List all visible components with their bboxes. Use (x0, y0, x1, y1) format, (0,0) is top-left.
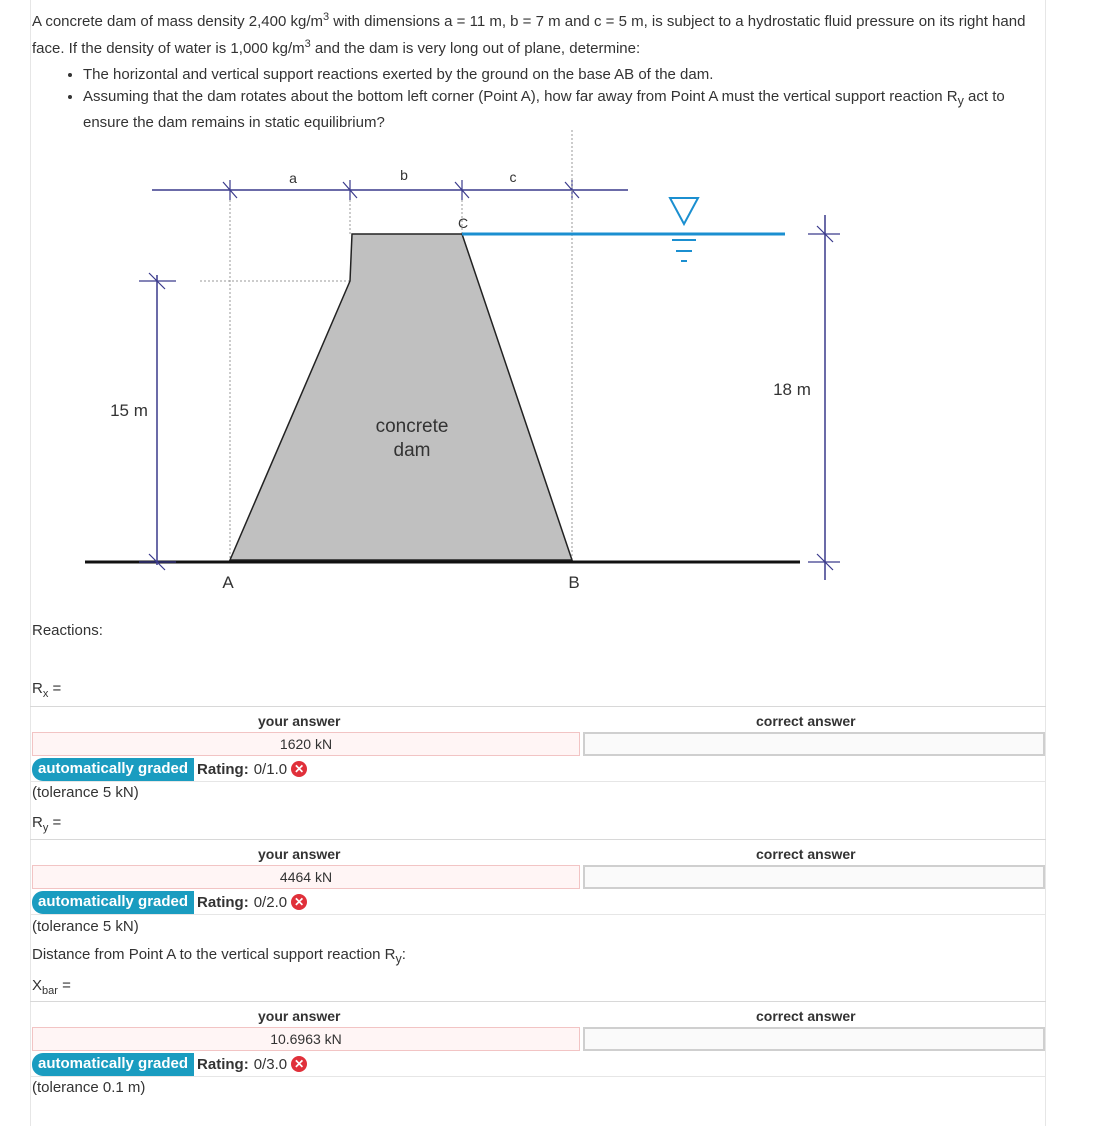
xbar-rating-label: Rating: (197, 1055, 249, 1073)
rx-tolerance: (tolerance 5 kN) (32, 784, 139, 801)
rx-your-answer[interactable]: 1620 kN (32, 732, 580, 756)
rx-label: $R_x$ = (32, 680, 62, 700)
problem-statement (32, 6, 1042, 134)
xbar-correct-answer-header: correct answer (756, 1008, 856, 1024)
ry-graded-badge: automatically graded (32, 891, 194, 914)
ry-correct-answer-header: correct answer (756, 846, 856, 862)
ry-answer-row (30, 839, 1046, 895)
rx-rating-value: 0/1.0 (253, 760, 288, 778)
rx-grade-row (32, 757, 307, 781)
dam-label-line1: concrete (375, 416, 449, 437)
rx-correct-answer-header: correct answer (756, 713, 856, 729)
xbar-your-answer[interactable]: 10.6963 kN (32, 1027, 580, 1051)
dam-figure (80, 120, 840, 605)
problem-text: A concrete dam of mass density 2,400 $kg/m^3$ with dimensions a = 11 m, b = 7 m and c = 5 m, is subject to a hydrostatic fluid pressure on its right hand face. If the density of water is 1,000 $kg/m^3$ and the dam is very long out of plane, determine: (32, 11, 1026, 57)
xbar-correct-answer (583, 1027, 1045, 1051)
dam-diagram (80, 120, 840, 600)
distance-label: Distance from Point A to the vertical support reaction $R_y$: (32, 946, 406, 966)
xbar-graded-badge: automatically graded (32, 1053, 194, 1076)
concrete-dam (230, 234, 572, 560)
ry-correct-answer (583, 865, 1045, 889)
label-18m: 18 m (773, 380, 811, 399)
incorrect-icon: ✕ (291, 894, 307, 910)
xbar-grade-row (32, 1052, 307, 1076)
label-point-c: C (457, 215, 469, 231)
incorrect-icon: ✕ (291, 761, 307, 777)
xbar-rating-value: 0/3.0 (253, 1055, 288, 1073)
reactions-label: Reactions: (32, 622, 103, 639)
rx-answer-row (30, 706, 1046, 762)
dim-18m-ticks (808, 226, 840, 570)
label-15m: 15 m (110, 401, 148, 420)
ry-label: $R_y$ = (32, 814, 62, 834)
water-level-icon (670, 198, 698, 224)
label-b: b (400, 167, 408, 183)
bullet-distance: • Assuming that the dam rotates about the bottom left corner (Point A), how far away from Point A must the vertical support reaction $R_y$ act to ensure the dam remains in static equilibrium? (83, 86, 1042, 134)
ry-grade-row (32, 890, 307, 914)
ry-rating-value: 0/2.0 (253, 893, 288, 911)
ry-your-answer-header: your answer (258, 846, 341, 862)
xbar-tolerance: (tolerance 0.1 m) (32, 1079, 146, 1096)
dam-label-line2: dam (393, 440, 431, 461)
ry-your-answer[interactable]: 4464 kN (32, 865, 580, 889)
rx-correct-answer (583, 732, 1045, 756)
rx-rating-label: Rating: (197, 760, 249, 778)
label-point-a: A (222, 573, 234, 592)
label-c: c (509, 169, 517, 185)
bullet-reactions: • The horizontal and vertical support reactions exerted by the ground on the base AB of the dam. (83, 64, 1042, 86)
incorrect-icon: ✕ (291, 1056, 307, 1072)
rx-graded-badge: automatically graded (32, 758, 194, 781)
xbar-answer-row (30, 1001, 1046, 1057)
ry-tolerance: (tolerance 5 kN) (32, 918, 139, 935)
label-a: a (289, 170, 297, 186)
rx-your-answer-header: your answer (258, 713, 341, 729)
xbar-your-answer-header: your answer (258, 1008, 341, 1024)
label-point-b: B (568, 573, 580, 592)
ry-rating-label: Rating: (197, 893, 249, 911)
xbar-label: $X_{bar}$ = (32, 977, 71, 997)
